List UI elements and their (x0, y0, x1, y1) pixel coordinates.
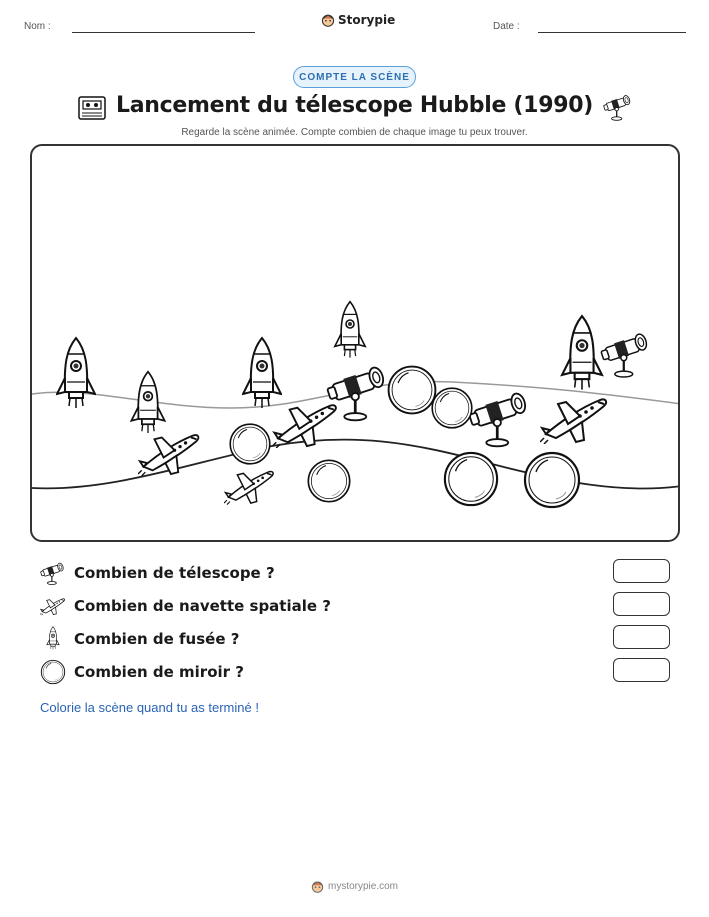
mirror-icon (40, 659, 66, 685)
rocket-1 (57, 338, 95, 408)
question-label: Combien de fusée ? (74, 630, 240, 648)
mirror-5 (445, 453, 497, 505)
answer-box-shuttle[interactable] (613, 592, 670, 616)
question-rocket (40, 625, 670, 653)
hill-line-front (32, 440, 680, 489)
date-line (538, 32, 686, 33)
answer-box-rocket[interactable] (613, 625, 670, 649)
page-title: Lancement du télescope Hubble (1990) (116, 93, 593, 118)
mirror-4 (308, 460, 349, 501)
space-shuttle-icon (40, 593, 66, 619)
scene-badge: COMPTE LA SCÈNE (293, 66, 416, 88)
answer-box-mirror[interactable] (613, 658, 670, 682)
storypie-mascot-icon (311, 880, 324, 893)
question-mirror (40, 658, 670, 686)
telescope-icon (603, 92, 633, 122)
coloring-instruction: Colorie la scène quand tu as terminé ! (40, 700, 259, 715)
telescope-3 (601, 333, 648, 377)
date-label: Date : (493, 21, 520, 32)
name-label: Nom : (24, 21, 51, 32)
shuttle-2 (272, 405, 335, 448)
question-label: Combien de navette spatiale ? (74, 597, 331, 615)
storypie-mascot-icon (321, 13, 335, 27)
name-line (72, 32, 255, 33)
rocket-4 (335, 302, 365, 358)
site-footer (0, 880, 709, 893)
telescope-1 (327, 366, 385, 421)
site-url[interactable]: mystorypie.com (327, 881, 398, 892)
mirror-6 (525, 453, 579, 507)
scene-frame (30, 144, 680, 542)
telescope-2 (469, 392, 527, 447)
question-shuttle (40, 592, 670, 620)
rocket-5 (562, 316, 602, 390)
mirror-1 (389, 367, 436, 414)
question-label: Combien de télescope ? (74, 564, 275, 582)
mirror-3 (230, 424, 270, 464)
question-telescope (40, 559, 670, 587)
brand-logo (321, 13, 395, 27)
shuttle-4 (540, 399, 606, 444)
brand-name: Storypie (338, 13, 396, 27)
rocket-3 (243, 338, 281, 408)
question-label: Combien de miroir ? (74, 663, 244, 681)
shuttle-1 (138, 435, 198, 476)
rocket-icon (40, 626, 66, 652)
instructions: Regarde la scène animée. Compte combien de chaque image tu peux trouver. (181, 127, 528, 138)
telescope-icon (40, 560, 66, 586)
shuttle-3 (224, 471, 273, 504)
answer-box-telescope[interactable] (613, 559, 670, 583)
mirror-2 (432, 388, 472, 428)
